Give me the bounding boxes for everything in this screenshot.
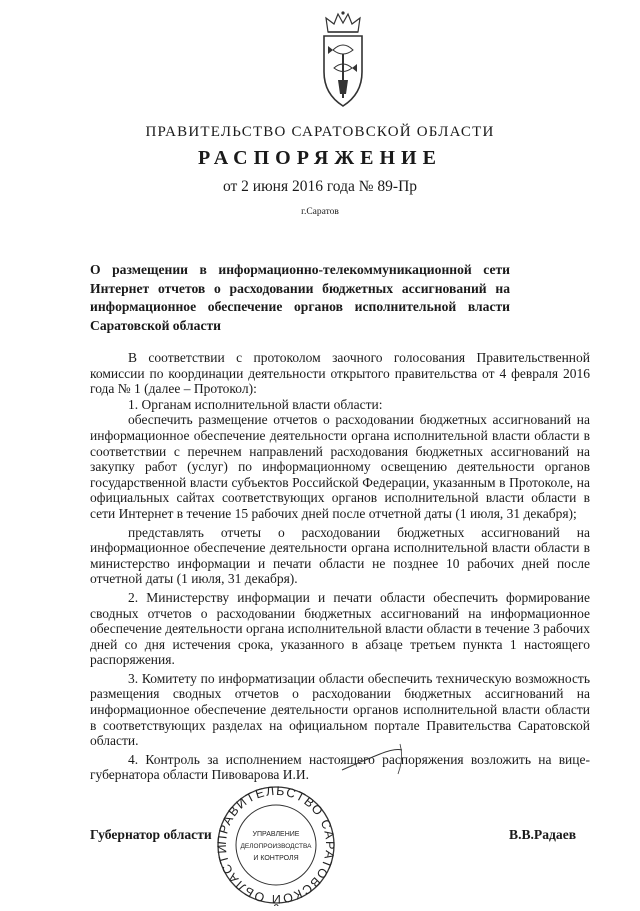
seal-line-1: УПРАВЛЕНИЕ <box>252 831 300 838</box>
body-paragraph: 4. Контроль за исполнением настоящего распоряжения возложить на вице-губернатора области Пивоварова И.И. <box>90 751 590 783</box>
body-paragraph: 1. Органам исполнительной власти области: <box>128 396 383 412</box>
coat-of-arms-icon <box>312 10 374 110</box>
government-name: ПРАВИТЕЛЬСТВО САРАТОВСКОЙ ОБЛАСТИ <box>145 124 495 140</box>
seal-line-2: ДЕЛОПРОИЗВОДСТВА <box>240 843 312 850</box>
document-city: г.Саратов <box>301 207 339 217</box>
document-date-number: от 2 июня 2016 года № 89-Пр <box>222 178 418 195</box>
document-subject: О размещении в информационно-телекоммуникационной сети Интернет отчетов о расходовании бюджетных ассигнований на информационное обеспечение органов исполнительной власти Саратовской области <box>90 262 510 333</box>
document-title: РАСПОРЯЖЕНИЕ <box>198 147 442 169</box>
seal-line-3: И КОНТРОЛЯ <box>253 855 299 862</box>
document-body <box>90 350 590 783</box>
seal-outer-text: ПРАВИТЕЛЬСТВО САРАТОВСКОЙ ОБЛАСТИ <box>214 784 338 906</box>
body-paragraph: 2. Министерству информации и печати области обеспечить формирование сводных отчетов о расходовании бюджетных ассигнований на информационное обеспечение деятельности органа исполнительной власти области в течение 3 рабочих дней со дня истечения срока, указанного в абзаце третьем пункта 1 настоящего распоряжения. <box>90 589 590 668</box>
body-paragraph: 3. Комитету по информатизации области обеспечить техническую возможность размещения сводных отчетов о расходовании бюджетных ассигнований на информационное обеспечение деятельности органов исполнительной власти области в соответствующих разделах на официальном портале Правительства Саратовской области. <box>90 670 590 749</box>
body-paragraph: представлять отчеты о расходовании бюджетных ассигнований на информационное обеспечение деятельности органа исполнительной власти области в министерство информации и печати области не позднее 10 рабочих дней после отчетной даты (1 июля, 31 декабря). <box>90 524 590 587</box>
body-paragraph: обеспечить размещение отчетов о расходовании бюджетных ассигнований на информационное обеспечение деятельности органа исполнительной власти области в соответствии с перечнем направлений расходования бюджетных ассигнований на закупку работ (услуг) по информационному освещению деятельности органов государственной власти субъектов Российской Федерации, указанным в Протоколе, на официальных сайтах соответствующих органов исполнительной власти области в сети Интернет в течение 15 рабочих дней после отчетной даты (1 июля, 31 декабря); <box>90 412 590 521</box>
signature-scribble <box>340 740 420 780</box>
signer-name: В.В.Радаев <box>509 827 577 842</box>
signer-position: Губернатор области <box>90 827 212 842</box>
official-seal <box>212 784 340 906</box>
body-paragraph: В соответствии с протоколом заочного голосования Правительственной комиссии по координации деятельности открытого правительства от 4 февраля 2016 года № 1 (далее – Протокол): <box>90 350 590 397</box>
